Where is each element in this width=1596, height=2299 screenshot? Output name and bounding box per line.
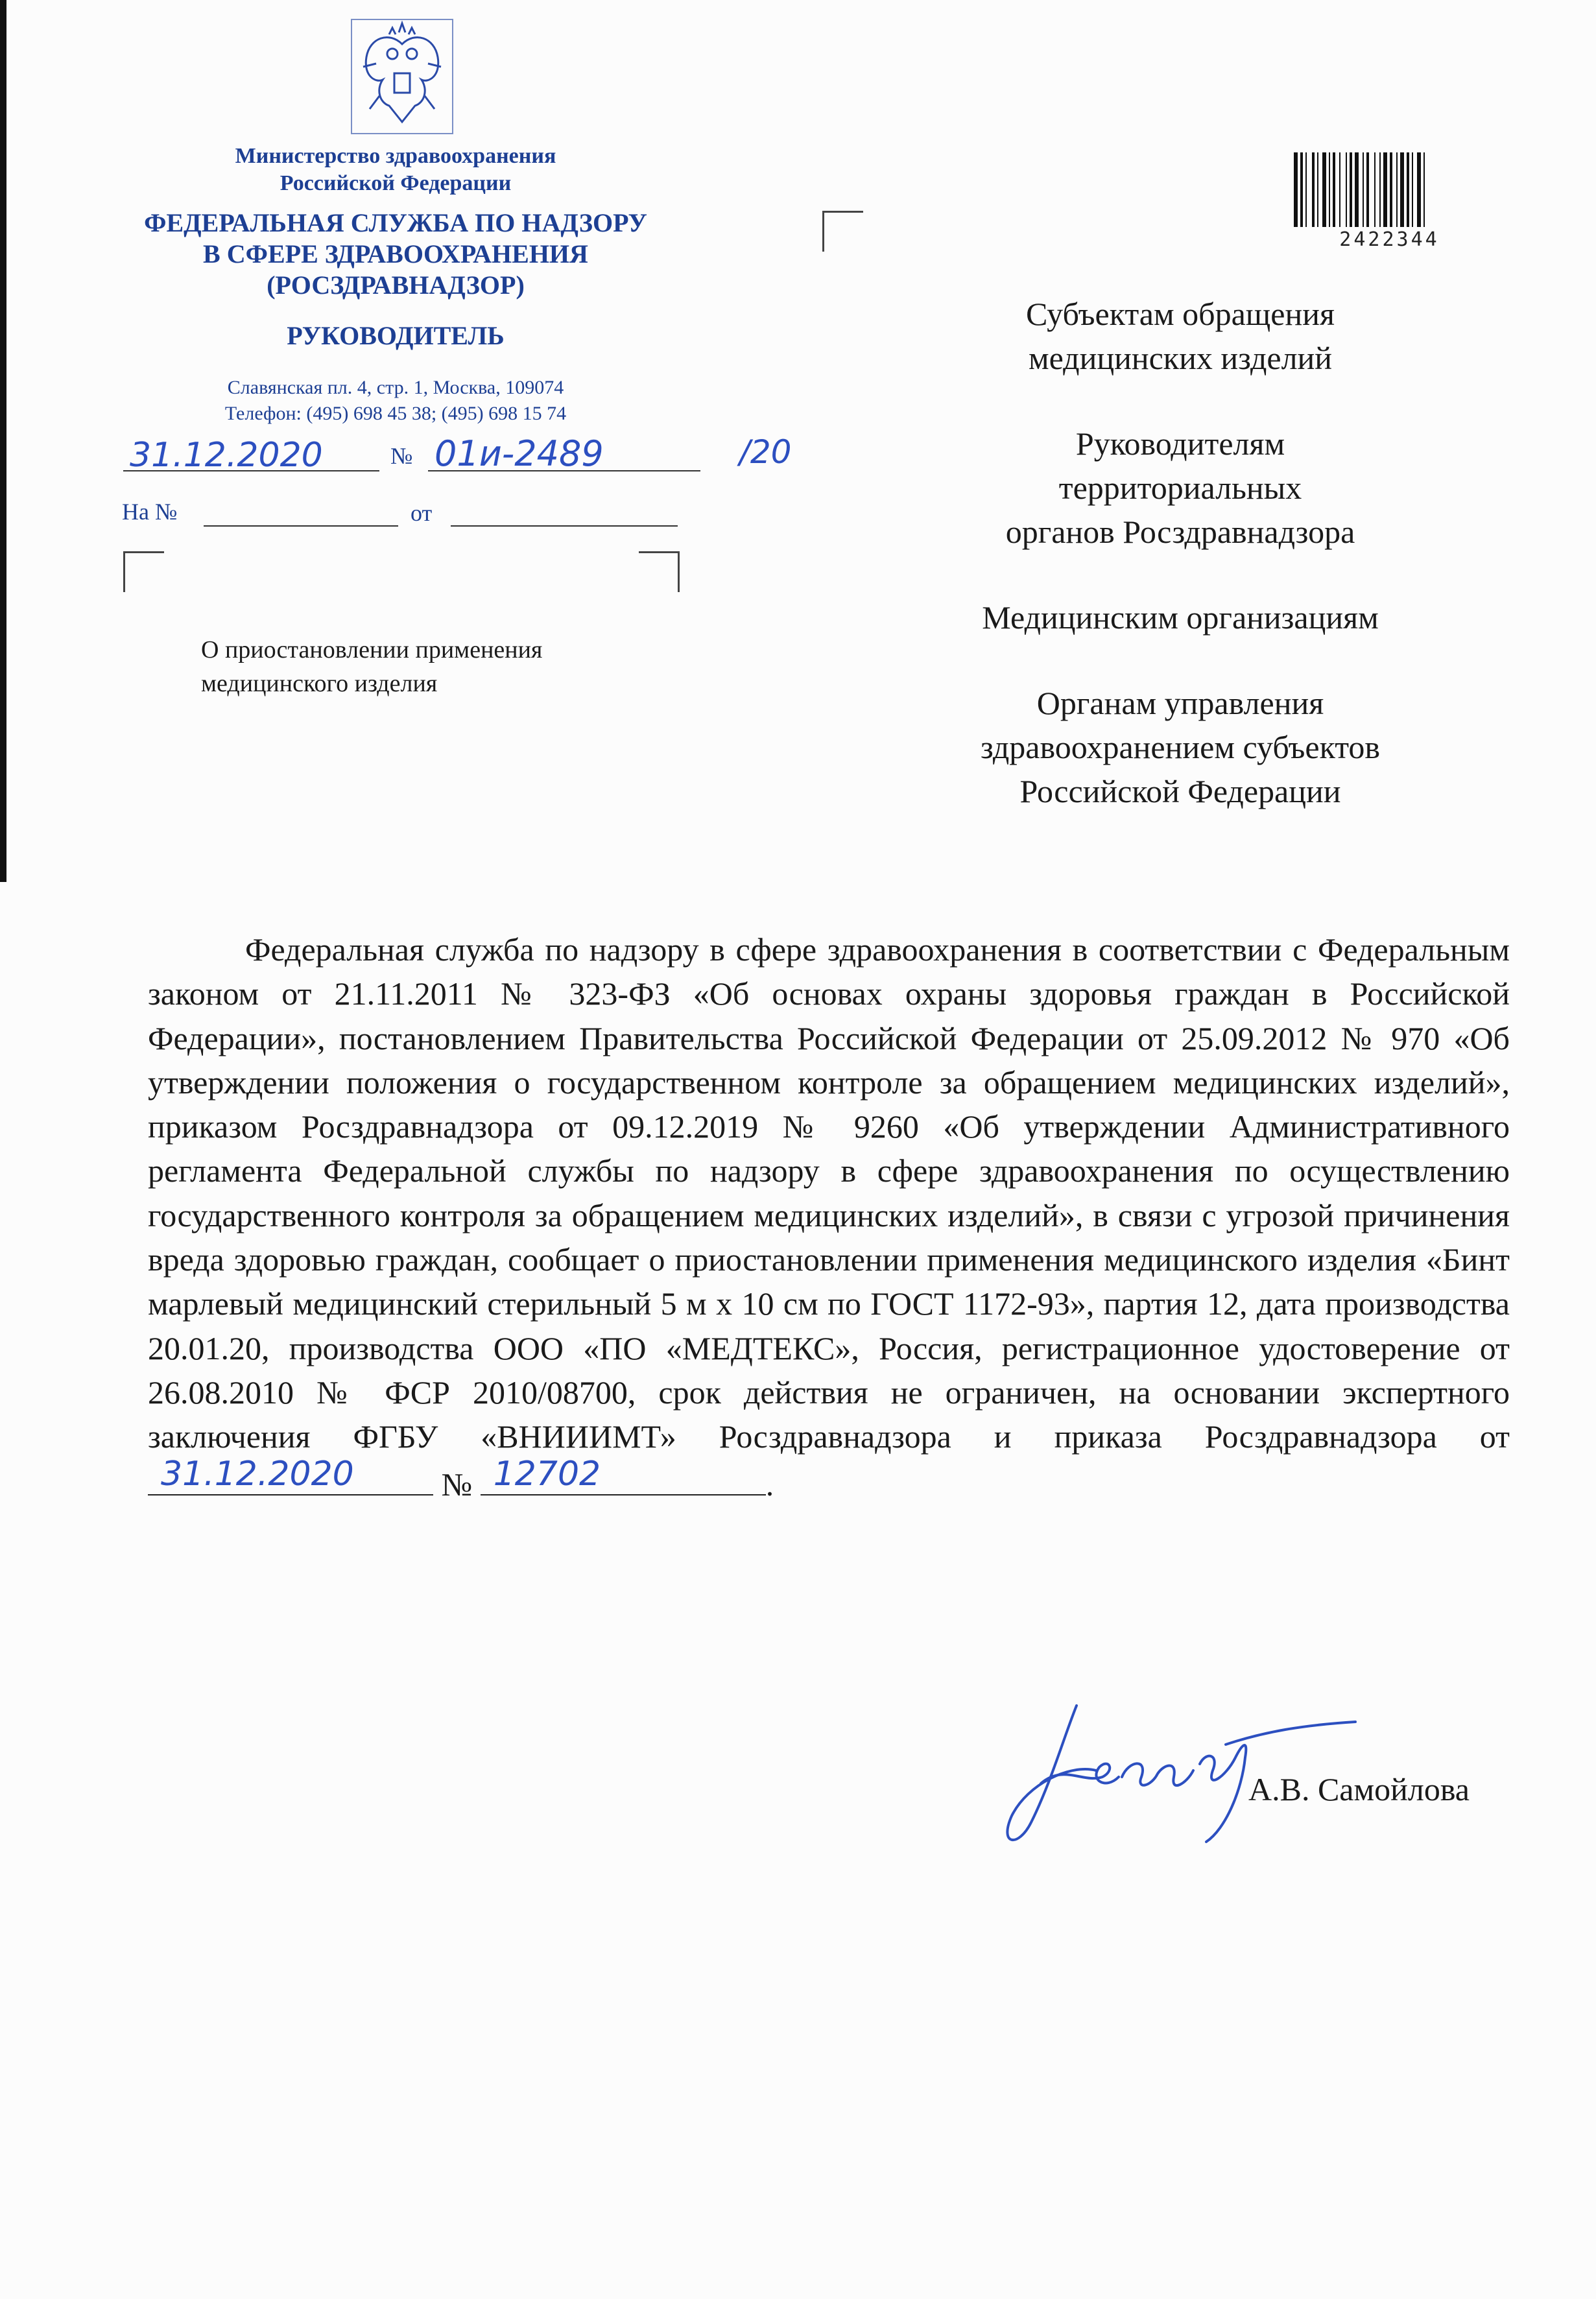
barcode-bar: [1383, 152, 1387, 227]
corner-mark-right: [639, 551, 680, 592]
addressee-line: Руководителям: [1075, 425, 1285, 462]
barcode-bar: [1379, 152, 1381, 227]
barcode-bar: [1407, 152, 1409, 227]
barcode-bar: [1329, 152, 1330, 227]
barcode-bar: [1412, 152, 1413, 227]
reply-date-label: от: [411, 500, 433, 526]
addressee-line: Российской Федерации: [1019, 773, 1341, 809]
addressee-line: органов Росздравнадзора: [1005, 514, 1355, 550]
barcode: [1294, 152, 1485, 227]
addressee-line: Субъектам обращения: [1026, 296, 1335, 332]
barcode-bar: [1346, 152, 1347, 227]
number-label: №: [390, 443, 413, 469]
address: Славянская пл. 4, стр. 1, Москва, 109074: [227, 377, 564, 398]
ministry-name: [110, 143, 681, 197]
order-number: 12702: [493, 1455, 601, 1494]
phone: Телефон: (495) 698 45 38; (495) 698 15 74: [224, 403, 567, 424]
barcode-bar: [1312, 152, 1315, 227]
barcode-bar: [1363, 152, 1364, 227]
coat-of-arms-emblem: [350, 18, 454, 135]
barcode-bar: [1400, 152, 1404, 227]
barcode-bar: [1417, 152, 1421, 227]
barcode-number: 2422344: [1339, 228, 1440, 251]
letter-subject: [201, 633, 542, 700]
barcode-bar: [1390, 152, 1392, 227]
order-date: 31.12.2020: [161, 1455, 354, 1494]
barcode-bar: [1355, 152, 1359, 227]
barcode-bar: [1374, 152, 1376, 227]
barcode-bar: [1305, 152, 1307, 227]
addressee-group-4: [908, 681, 1453, 813]
service-line-1: ФЕДЕРАЛЬНАЯ СЛУЖБА ПО НАДЗОРУ: [144, 208, 647, 237]
barcode-bar: [1333, 152, 1335, 227]
outgoing-number: 01и-2489: [435, 433, 604, 474]
addressee-line: территориальных: [1058, 470, 1302, 506]
signer-name: А.В. Самойлова: [1248, 1771, 1470, 1807]
scan-edge: [0, 0, 6, 882]
address-block: [110, 375, 681, 427]
barcode-bar: [1339, 152, 1340, 227]
role-title: РУКОВОДИТЕЛЬ: [287, 321, 505, 350]
outgoing-date: 31.12.2020: [130, 436, 323, 475]
barcode-bar: [1294, 152, 1298, 227]
subject-line-1: О приостановлении применения: [201, 636, 543, 663]
subject-line-2: медицинского изделия: [201, 670, 438, 697]
addressees-block: [908, 292, 1453, 855]
barcode-bar: [1300, 152, 1303, 227]
addressee-group-3: [908, 595, 1453, 639]
barcode-bar: [1350, 152, 1352, 227]
letter-body: [148, 927, 1510, 1507]
service-line-3: (РОСЗДРАВНАДЗОР): [267, 270, 525, 300]
corner-mark-left: [123, 551, 164, 592]
barcode-bar: [1423, 152, 1425, 227]
addressee-line: здравоохранением субъектов: [980, 729, 1381, 765]
service-name: [110, 208, 681, 301]
body-end: .: [765, 1466, 774, 1503]
addressee-group-1: [908, 292, 1453, 380]
addressee-line: Органам управления: [1036, 685, 1324, 721]
addressee-line: медицинских изделий: [1028, 340, 1333, 376]
addressee-group-2: [908, 422, 1453, 554]
barcode-bar: [1366, 152, 1369, 227]
barcode-bar: [1317, 152, 1318, 227]
reply-to-label: На №: [122, 499, 178, 525]
reply-to-number-line: [204, 525, 398, 527]
barcode-bar: [1322, 152, 1326, 227]
addressee-line: Медицинским организациям: [982, 599, 1379, 636]
order-number-blank: [481, 1455, 766, 1495]
body-paragraph: Федеральная служба по надзору в сфере здравоохранения в соответствии с Федеральным законом от 21.11.2011 № 323-ФЗ «Об основах охраны здоровья граждан в Российской Федерации», постановлением Правительства Российской Федерации от 25.09.2012 № 970 «Об утверждении положения о государственном контроле за обращением медицинских изделий», приказом Росздравнадзора от 09.12.2019 № 9260 «Об утверждении Административного регламента Федеральной службы по надзору в сфере здравоохранения по осуществлению государственного контроля за обращением медицинских изделий», в связи с угрозой причинения вреда здоровью граждан, сообщает о приостановлении применения медицинского изделия «Бинт марлевый медицинский стерильный 5 м х 10 см по ГОСТ 1172-93», партия 12, дата производства 20.01.20, производства ООО «ПО «МЕДТЕКС», Россия, регистрационное удостоверение от 26.08.2010 № ФСР 2010/08700, срок действия не ограничен, на основании экспертного заключения ФГБУ «ВНИИИМТ» Росздравнадзора и приказа Росздравнадзора от: [148, 931, 1510, 1455]
service-line-2: В СФЕРЕ ЗДРАВООХРАНЕНИЯ: [203, 239, 588, 268]
ministry-line-1: Министерство здравоохранения: [235, 144, 556, 168]
corner-mark-addressee: [822, 211, 863, 252]
barcode-bar: [1396, 152, 1398, 227]
order-date-blank: [148, 1455, 433, 1495]
outgoing-number-suffix: /20: [739, 433, 792, 471]
reply-date-line: [451, 525, 678, 527]
ministry-line-2: Российской Федерации: [280, 171, 512, 195]
order-number-label: №: [441, 1466, 473, 1503]
